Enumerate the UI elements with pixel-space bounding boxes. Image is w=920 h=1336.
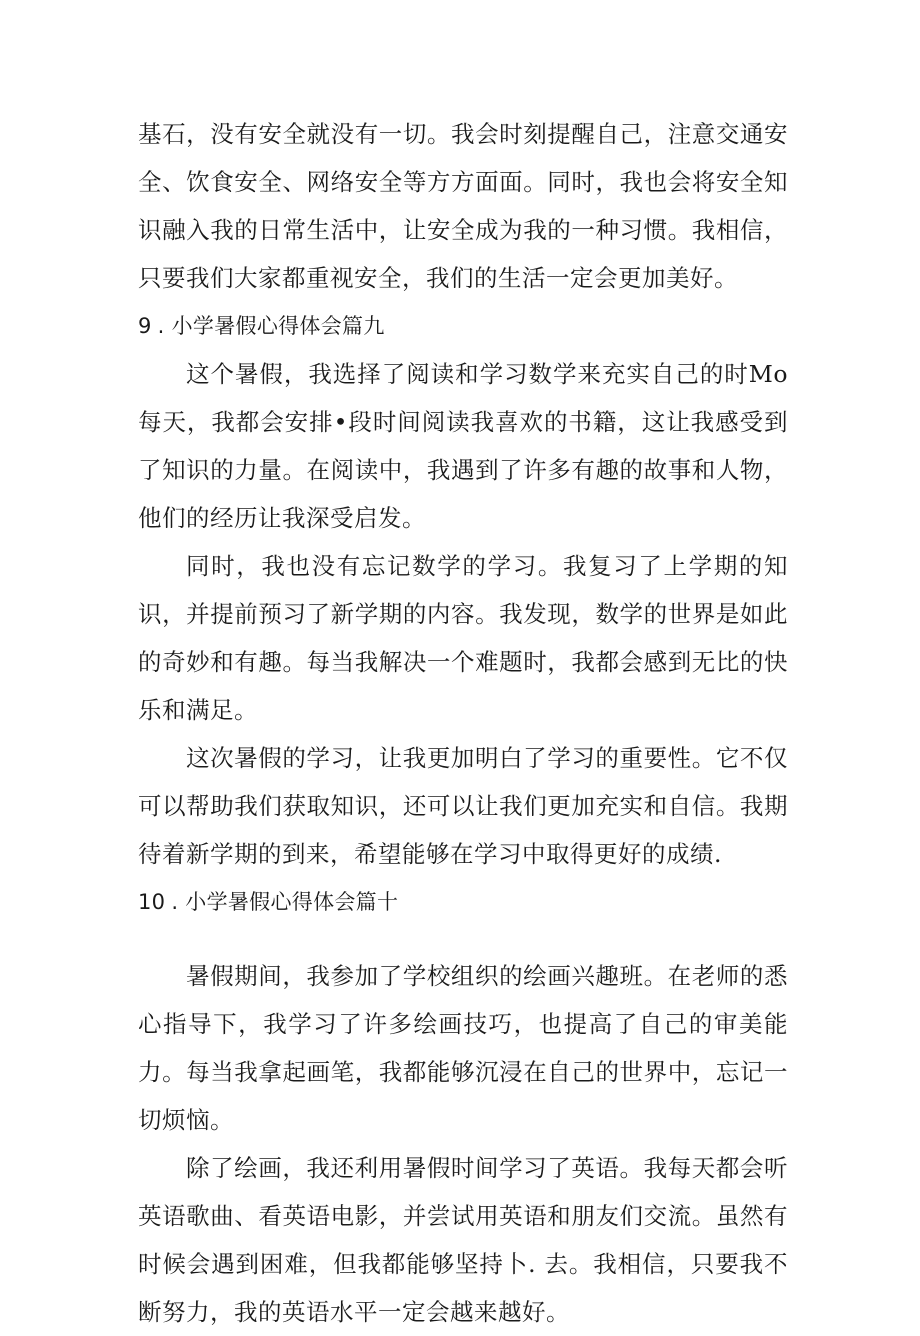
section-title: . 小学暑假心得体会篇十 [171, 890, 399, 914]
section-paragraph: 除了绘画，我还利用暑假时间学习了英语。我每天都会听英语歌曲、看英语电影，并尝试用英语和朋友们交流。虽然有时候会遇到困难，但我都能够坚持卜. 去。我相信，只要我不断努力，我的英语水平一定会越来越好。 [138, 1154, 788, 1326]
document-body [138, 110, 788, 1336]
section-10 [138, 878, 788, 1336]
section-paragraph: 这个暑假，我选择了阅读和学习数学来充实自己的时Mo每天，我都会安排•段时间阅读我喜欢的书籍，这让我感受到了知识的力量。在阅读中，我遇到了许多有趣的故事和人物，他们的经历让我深受启发。 [138, 360, 788, 532]
section-heading [138, 878, 788, 926]
section-spacer [138, 926, 788, 952]
section-9 [138, 302, 788, 878]
section-number: 10 [138, 890, 166, 914]
section-paragraph: 同时，我也没有忘记数学的学习。我复习了上学期的知识，并提前预习了新学期的内容。我发现，数学的世界是如此的奇妙和有趣。每当我解决一个难题时，我都会感到无比的快乐和满足。 [138, 552, 788, 724]
section-paragraph: 暑假期间，我参加了学校组织的绘画兴趣班。在老师的悉心指导下，我学习了许多绘画技巧，也提高了自己的审美能力。每当我拿起画笔，我都能够沉浸在自己的世界中，忘记一切烦恼。 [138, 962, 788, 1134]
section-title: . 小学暑假心得体会篇九 [157, 314, 385, 338]
section-paragraph: 这次暑假的学习，让我更加明白了学习的重要性。它不仅可以帮助我们获取知识，还可以让我们更加充实和自信。我期待着新学期的到来，希望能够在学习中取得更好的成绩. [138, 744, 788, 868]
intro-paragraph: 基石，没有安全就没有一切。我会时刻提醒自己，注意交通安全、饮食安全、网络安全等方方面面。同时，我也会将安全知识融入我的日常生活中，让安全成为我的一种习惯。我相信，只要我们大家都重视安全，我们的生活一定会更加美好。 [138, 120, 788, 292]
section-number: 9 [138, 314, 152, 338]
section-heading [138, 302, 788, 350]
